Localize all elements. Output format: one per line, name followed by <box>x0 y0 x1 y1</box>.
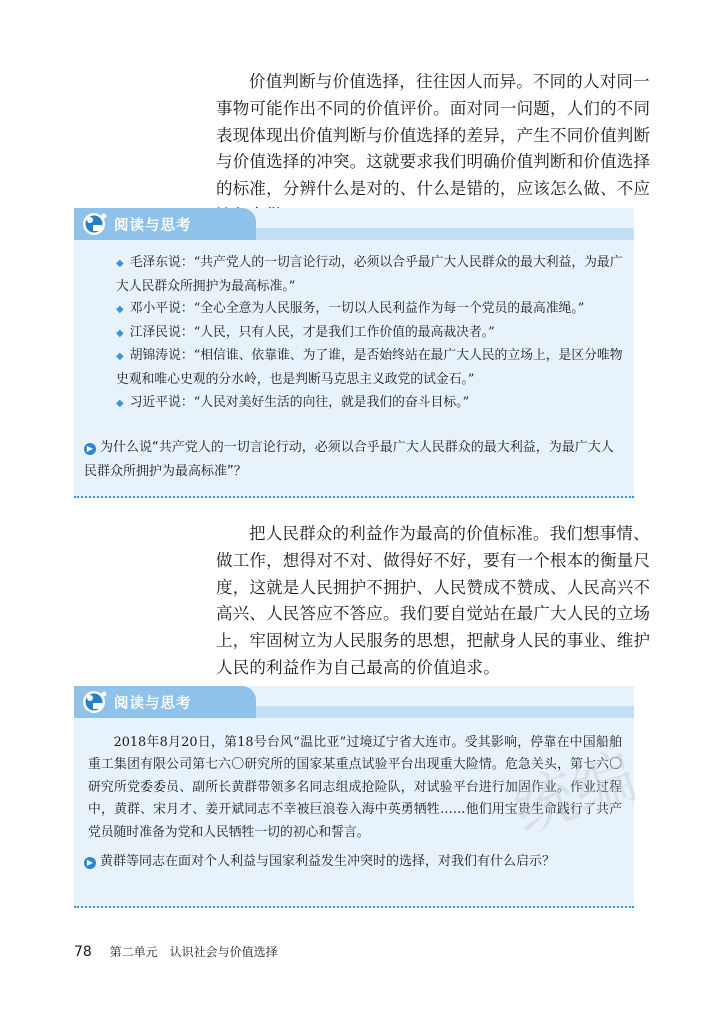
reading-thinking-icon <box>80 688 110 716</box>
paragraph-text: 价值判断与价值选择，往往因人而异。不同的人对同一事物可能作出不同的价值评价。面对同一问题，人们的不同表现体现出价值判断与价值选择的差异，产生不同价值判断与价值选择的冲突。这就要求我们明确价值判断和价值选择的标准，分辨什么是对的、什么是错的，应该怎么做、不应 <box>216 72 651 199</box>
reading-thinking-box-2 <box>74 686 634 908</box>
page-number: 78 <box>74 944 92 960</box>
diamond-bullet-icon: ◆ <box>116 327 124 339</box>
box-title: 阅读与思考 <box>114 218 192 234</box>
discussion-question: ▶ 黄群等同志在面对个人利益与国家利益发生冲突时的选择，对我们有什么启示？ <box>84 850 624 874</box>
unit-title: 第二单元 认识社会与价值选择 <box>109 945 278 959</box>
quote-item: ◆ 邓小平说：“全心全意为人民服务，一切以人民利益作为每一个党员的最高准绳。” <box>116 301 585 317</box>
diamond-bullet-icon: ◆ <box>116 304 124 316</box>
story-paragraph: 2018年8月20日，第18号台风“温比亚”过境辽宁省大连市。受其影响，停靠在中国船舶重工集团有限公司第七六〇研究所的国家某重点试验平台出现重大险情。危急关头，第七六〇研究所党委委员、副所长黄群带领多名同志组成抢险队，对试验平台进行加固作业。作业过程中，黄群、宋月才、姜开斌同志不幸被巨浪卷入海中英勇牺牲……他们用宝贵生命践行了共产党员随时准备为党和人民牺牲一切的初心和誓言。 <box>88 735 622 840</box>
story-text <box>88 732 622 844</box>
quote-item: ◆ 胡锦涛说：“相信谁、依靠谁、为了谁，是否始终站在最广大人民的立场上，是区分唯物史观和唯心史观的分水岭，也是判断马克思主义政党的试金石。” <box>116 348 623 387</box>
paragraph-text: 把人民群众的利益作为最高的价值标准。我们想事情、做工作，想得对不对、做得好不好，要有一个根本的衡量尺度，这就是人民拥护不拥护、人民赞成不赞成、人民高兴不高兴、人民答应不答应。我们要自觉站在最广大人民的立场上，牢固树立为人民服务的思想，把献身人民的事业、维护人民的利益作为自己最高的价值追求。 <box>216 524 651 677</box>
page-footer <box>74 940 634 964</box>
play-arrow-icon: ▶ <box>84 857 96 869</box>
quote-item: ◆ 习近平说：“人民对美好生活的向往，就是我们的奋斗目标。” <box>116 394 470 410</box>
body-paragraph-2 <box>216 521 656 682</box>
reading-thinking-icon <box>80 210 110 238</box>
play-arrow-icon: ▶ <box>84 443 96 455</box>
box-header <box>74 208 634 240</box>
diamond-bullet-icon: ◆ <box>116 258 124 269</box>
discussion-question: ▶ 为什么说“共产党人的一切言论行动，必须以合乎最广大人民群众的最大利益，为最广大人民群众所拥护为最高标准”？ <box>84 440 614 479</box>
diamond-bullet-icon: ◆ <box>116 397 124 409</box>
box-header-strip <box>256 228 634 240</box>
diamond-bullet-icon: ◆ <box>116 351 124 363</box>
body-paragraph-1 <box>216 69 656 230</box>
publisher-watermark: 统编 <box>504 738 645 847</box>
quote-item: ◆ 江泽民说：“人民，只有人民，才是我们工作价值的最高裁决者。” <box>116 324 495 340</box>
quote-item: ◆ 毛泽东说：“共产党人的一切言论行动，必须以合乎最广大人民群众的最大利益，为最广大人民群众所拥护为最高标准。” <box>116 255 623 294</box>
quote-list <box>88 252 624 415</box>
reading-thinking-box-1 <box>74 208 634 498</box>
box-header-strip <box>256 706 634 718</box>
box-title: 阅读与思考 <box>114 696 192 712</box>
box-header <box>74 686 634 718</box>
